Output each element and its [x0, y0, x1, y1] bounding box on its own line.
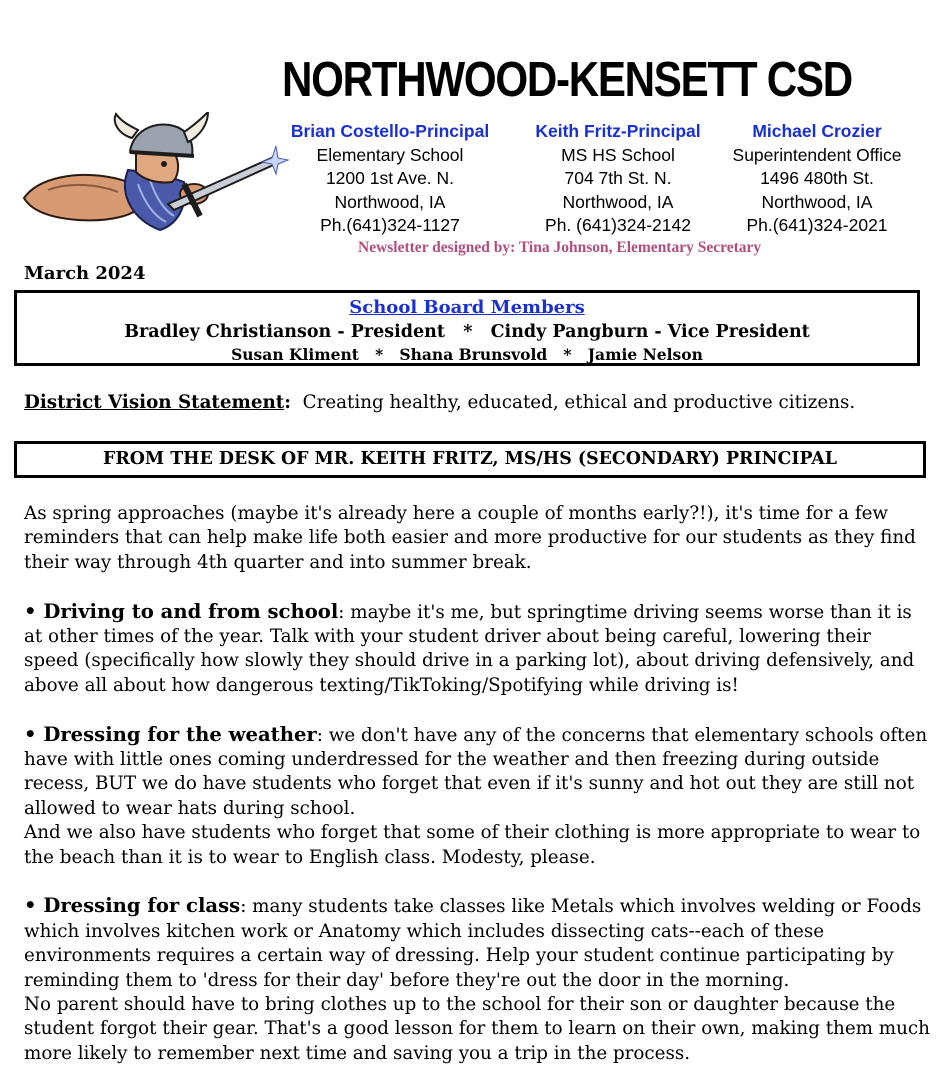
bullet: • [24, 894, 37, 918]
school-board-officers: Bradley Christianson - President * Cindy Pangburn - Vice President [124, 322, 810, 342]
vision-text: Creating healthy, educated, ethical and productive citizens. [302, 392, 856, 413]
section-heading-box [14, 441, 926, 478]
school-board-heading[interactable]: School Board Members [349, 297, 585, 318]
school-board-box [14, 290, 920, 366]
item-text: : maybe it's me, but springtime driving seems worse than it is at other times of the year. Talk with your student driver about being careful, lowering their speed (specifically how slowly they should drive in a parking lot), about driving defensively, and above all about how dangerous texting/TikToking/Spotifying while driving is! [24, 601, 915, 696]
item-class-extra: No parent should have to bring clothes up to the school for their son or daughter because the student forgot their gear. That's a good lesson for them to learn on their own, making them much more likely to remember next time and saving you a trip in the process. [24, 994, 930, 1064]
contact-office: Superintendent Office [732, 144, 902, 165]
item-title: Dressing for class [43, 894, 241, 918]
intro-paragraph: As spring approaches (maybe it's already here a couple of months early?!), it's time for a few reminders that can help make life both easier and more productive for our students as they find their way through 4th quarter and into summer break. [24, 503, 916, 573]
item-title: Driving to and from school [43, 599, 339, 623]
newsletter-date: March 2024 [24, 263, 146, 284]
item-class [24, 894, 930, 993]
item-driving [24, 600, 930, 699]
item-weather-extra: And we also have students who forget that some of their clothing is more appropriate to wear to the beach than it is to wear to English class. Modesty, please. [24, 822, 921, 868]
contact-phone: Ph.(641)324-1127 [320, 215, 460, 236]
contact-phone: Ph. (641)324-2142 [545, 215, 691, 236]
contact-street: 704 7th St. N. [564, 168, 672, 189]
district-title: NORTHWOOD-KENSETT CSD [282, 53, 852, 107]
vision-separator: : [284, 392, 291, 413]
vision-label: District Vision Statement [24, 392, 285, 413]
contact-city: Northwood, IA [761, 191, 873, 212]
contact-ms-hs [520, 120, 716, 238]
contact-city: Northwood, IA [562, 191, 674, 212]
designer-credit: Newsletter designed by: Tina Johnson, Elementary Secretary [358, 239, 762, 256]
contact-street: 1200 1st Ave. N. [325, 168, 455, 189]
bullet: • [24, 599, 37, 623]
contact-office: Elementary School [316, 144, 464, 165]
vision-statement [24, 392, 855, 413]
school-board-members: Susan Kliment * Shana Brunsvold * Jamie Nelson [231, 345, 703, 364]
contact-name: Keith Fritz-Principal [535, 121, 701, 141]
contact-street: 1496 480th St. [760, 168, 874, 189]
contact-name: Brian Costello-Principal [290, 121, 490, 141]
contact-superintendent [710, 120, 924, 238]
contact-phone: Ph.(641)324-2021 [746, 215, 888, 236]
item-text: : many students take classes like Metals which involves welding or Foods which involves kitchen work or Anatomy which includes dissecting cats--each of these environments requires a certain way of dressing. Help your student continue participating by reminding them to 'dress for their day' before they're out the door in the morning. [24, 896, 922, 991]
section-heading: FROM THE DESK OF MR. KEITH FRITZ, MS/HS (SECONDARY) PRINCIPAL [102, 449, 838, 469]
contact-city: Northwood, IA [334, 191, 446, 212]
contact-elementary [276, 120, 504, 238]
item-text: : we don't have any of the concerns that elementary schools often have with little ones coming underdressed for the weather and then freezing during outside recess, BUT we do have students who forget that even if it's sunny and hot out they are still not allowed to wear hats during school. [24, 724, 928, 819]
item-weather [24, 723, 930, 822]
contact-office: MS HS School [561, 144, 675, 165]
item-title: Dressing for the weather [43, 722, 317, 746]
article-body [24, 502, 930, 1066]
viking-mascot-logo [18, 112, 290, 240]
bullet: • [24, 722, 37, 746]
contact-name: Michael Crozier [752, 121, 882, 141]
